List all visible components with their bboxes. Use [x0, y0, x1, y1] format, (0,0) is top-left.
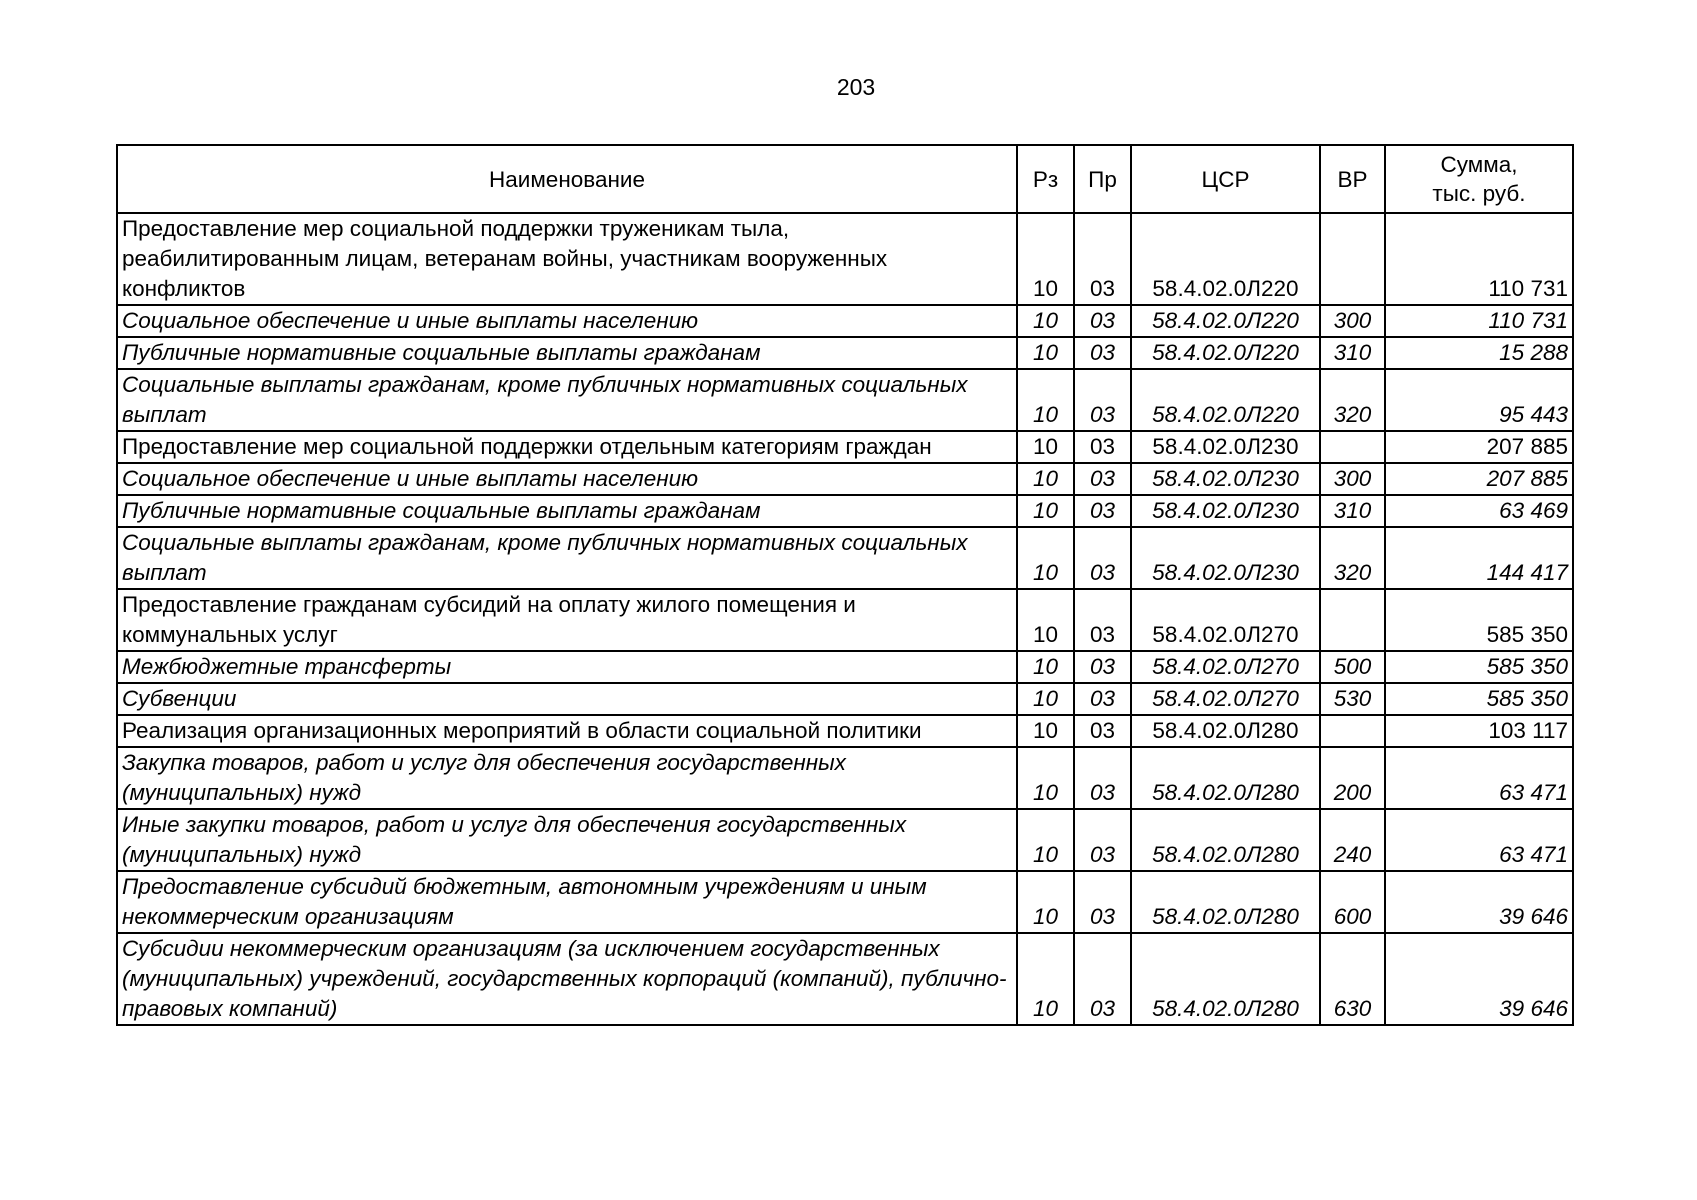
- cell-pr: 03: [1074, 431, 1131, 463]
- cell-pr: 03: [1074, 495, 1131, 527]
- cell-pr: 03: [1074, 213, 1131, 305]
- cell-rz: 10: [1017, 651, 1074, 683]
- cell-vr: [1320, 213, 1385, 305]
- cell-sum: 39 646: [1385, 871, 1573, 933]
- cell-vr: 310: [1320, 337, 1385, 369]
- cell-csr: 58.4.02.0Л230: [1131, 431, 1320, 463]
- cell-vr: [1320, 589, 1385, 651]
- cell-pr: 03: [1074, 305, 1131, 337]
- table-row: [117, 715, 1573, 747]
- cell-name: Предоставление мер социальной поддержки труженикам тыла, реабилитированным лицам, ветеранам войны, участникам вооруженных конфликтов: [117, 213, 1017, 305]
- cell-pr: 03: [1074, 809, 1131, 871]
- cell-pr: 03: [1074, 527, 1131, 589]
- cell-name: Предоставление гражданам субсидий на оплату жилого помещения и коммунальных услуг: [117, 589, 1017, 651]
- header-name: Наименование: [117, 145, 1017, 213]
- table-row: [117, 213, 1573, 305]
- cell-rz: 10: [1017, 683, 1074, 715]
- cell-name: Реализация организационных мероприятий в области социальной политики: [117, 715, 1017, 747]
- cell-name: Субсидии некоммерческим организациям (за исключением государственных (муниципальных) учреждений, государственных корпораций (компаний), публично-правовых компаний): [117, 933, 1017, 1025]
- cell-name: Социальные выплаты гражданам, кроме публичных нормативных социальных выплат: [117, 527, 1017, 589]
- cell-rz: 10: [1017, 495, 1074, 527]
- cell-pr: 03: [1074, 337, 1131, 369]
- header-sum-line2: тыс. руб.: [1432, 181, 1526, 206]
- cell-csr: 58.4.02.0Л280: [1131, 747, 1320, 809]
- header-csr: ЦСР: [1131, 145, 1320, 213]
- cell-rz: 10: [1017, 589, 1074, 651]
- cell-rz: 10: [1017, 809, 1074, 871]
- cell-sum: 15 288: [1385, 337, 1573, 369]
- cell-sum: 63 471: [1385, 809, 1573, 871]
- cell-rz: 10: [1017, 933, 1074, 1025]
- cell-pr: 03: [1074, 683, 1131, 715]
- cell-pr: 03: [1074, 589, 1131, 651]
- cell-name: Социальные выплаты гражданам, кроме публичных нормативных социальных выплат: [117, 369, 1017, 431]
- cell-csr: 58.4.02.0Л220: [1131, 305, 1320, 337]
- cell-csr: 58.4.02.0Л220: [1131, 213, 1320, 305]
- cell-rz: 10: [1017, 871, 1074, 933]
- table-row: [117, 495, 1573, 527]
- cell-sum: 63 469: [1385, 495, 1573, 527]
- cell-pr: 03: [1074, 933, 1131, 1025]
- page-number: 203: [836, 74, 876, 100]
- cell-vr: 630: [1320, 933, 1385, 1025]
- table-row: [117, 463, 1573, 495]
- cell-rz: 10: [1017, 715, 1074, 747]
- cell-sum: 585 350: [1385, 589, 1573, 651]
- cell-vr: 310: [1320, 495, 1385, 527]
- table-row: [117, 933, 1573, 1025]
- cell-vr: 240: [1320, 809, 1385, 871]
- cell-name: Публичные нормативные социальные выплаты гражданам: [117, 337, 1017, 369]
- cell-vr: 600: [1320, 871, 1385, 933]
- cell-name: Публичные нормативные социальные выплаты гражданам: [117, 495, 1017, 527]
- cell-csr: 58.4.02.0Л280: [1131, 809, 1320, 871]
- cell-vr: 320: [1320, 527, 1385, 589]
- cell-vr: 300: [1320, 463, 1385, 495]
- cell-sum: 103 117: [1385, 715, 1573, 747]
- table-row: [117, 747, 1573, 809]
- cell-name: Закупка товаров, работ и услуг для обеспечения государственных (муниципальных) нужд: [117, 747, 1017, 809]
- table-row: [117, 651, 1573, 683]
- header-pr: Пр: [1074, 145, 1131, 213]
- cell-sum: 63 471: [1385, 747, 1573, 809]
- cell-pr: 03: [1074, 651, 1131, 683]
- cell-rz: 10: [1017, 431, 1074, 463]
- cell-vr: 500: [1320, 651, 1385, 683]
- table-row: [117, 809, 1573, 871]
- cell-rz: 10: [1017, 463, 1074, 495]
- table-row: [117, 871, 1573, 933]
- table-row: [117, 589, 1573, 651]
- table-row: [117, 431, 1573, 463]
- cell-rz: 10: [1017, 305, 1074, 337]
- cell-csr: 58.4.02.0Л220: [1131, 337, 1320, 369]
- cell-csr: 58.4.02.0Л280: [1131, 715, 1320, 747]
- cell-sum: 110 731: [1385, 305, 1573, 337]
- cell-pr: 03: [1074, 369, 1131, 431]
- cell-sum: 39 646: [1385, 933, 1573, 1025]
- cell-vr: 200: [1320, 747, 1385, 809]
- cell-pr: 03: [1074, 715, 1131, 747]
- cell-csr: 58.4.02.0Л270: [1131, 589, 1320, 651]
- table-row: [117, 337, 1573, 369]
- cell-sum: 585 350: [1385, 683, 1573, 715]
- header-vr: ВР: [1320, 145, 1385, 213]
- budget-table: [116, 144, 1574, 1026]
- cell-sum: 207 885: [1385, 431, 1573, 463]
- cell-sum: 110 731: [1385, 213, 1573, 305]
- cell-vr: 320: [1320, 369, 1385, 431]
- cell-pr: 03: [1074, 463, 1131, 495]
- cell-name: Социальное обеспечение и иные выплаты населению: [117, 305, 1017, 337]
- cell-pr: 03: [1074, 871, 1131, 933]
- table-row: [117, 527, 1573, 589]
- table-row: [117, 369, 1573, 431]
- cell-rz: 10: [1017, 527, 1074, 589]
- cell-csr: 58.4.02.0Л230: [1131, 463, 1320, 495]
- table-row: [117, 683, 1573, 715]
- cell-csr: 58.4.02.0Л270: [1131, 683, 1320, 715]
- cell-name: Межбюджетные трансферты: [117, 651, 1017, 683]
- cell-sum: 585 350: [1385, 651, 1573, 683]
- cell-vr: 300: [1320, 305, 1385, 337]
- cell-rz: 10: [1017, 369, 1074, 431]
- cell-name: Социальное обеспечение и иные выплаты населению: [117, 463, 1017, 495]
- header-sum-line1: Сумма,: [1440, 152, 1518, 177]
- cell-csr: 58.4.02.0Л230: [1131, 527, 1320, 589]
- cell-name: Предоставление мер социальной поддержки отдельным категориям граждан: [117, 431, 1017, 463]
- cell-vr: [1320, 431, 1385, 463]
- cell-name: Субвенции: [117, 683, 1017, 715]
- cell-pr: 03: [1074, 747, 1131, 809]
- table-row: [117, 305, 1573, 337]
- cell-csr: 58.4.02.0Л280: [1131, 933, 1320, 1025]
- cell-name: Предоставление субсидий бюджетным, автономным учреждениям и иным некоммерческим организациям: [117, 871, 1017, 933]
- cell-vr: [1320, 715, 1385, 747]
- header-rz: Рз: [1017, 145, 1074, 213]
- cell-name: Иные закупки товаров, работ и услуг для обеспечения государственных (муниципальных) нужд: [117, 809, 1017, 871]
- cell-vr: 530: [1320, 683, 1385, 715]
- cell-sum: 95 443: [1385, 369, 1573, 431]
- header-sum: [1385, 145, 1573, 213]
- cell-csr: 58.4.02.0Л280: [1131, 871, 1320, 933]
- cell-sum: 144 417: [1385, 527, 1573, 589]
- cell-csr: 58.4.02.0Л230: [1131, 495, 1320, 527]
- table-header-row: [117, 145, 1573, 213]
- cell-csr: 58.4.02.0Л220: [1131, 369, 1320, 431]
- cell-csr: 58.4.02.0Л270: [1131, 651, 1320, 683]
- cell-rz: 10: [1017, 213, 1074, 305]
- cell-rz: 10: [1017, 747, 1074, 809]
- cell-rz: 10: [1017, 337, 1074, 369]
- cell-sum: 207 885: [1385, 463, 1573, 495]
